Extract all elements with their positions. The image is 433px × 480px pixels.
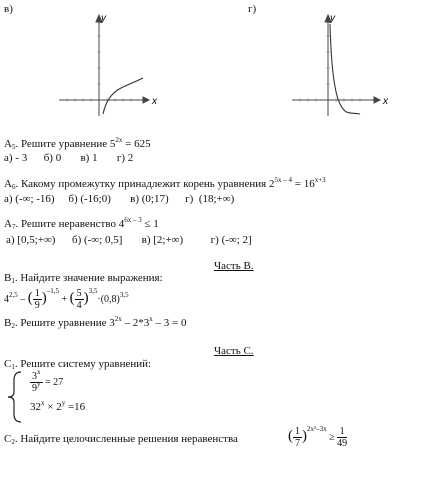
x-axis-arrow (143, 97, 149, 103)
part-b-title: Часть В. (214, 260, 254, 272)
c2-inequality: ( $\frac{1}{7}$ )$^{2x^2-3x}$ ≥ $\frac{1}{49}$ (288, 424, 348, 449)
task-b2: $В_2$. Решите уравнение $3^{2x} - 2*3^x - 3 = 0$ (4, 315, 187, 330)
y-axis-label: y (330, 13, 335, 24)
x-axis-arrow (374, 97, 380, 103)
task-a6-answers: а) (-∞; -16) б) (-16;0) в) (0;17) г) (18;+∞) (4, 193, 235, 205)
b1-expression: 4$^{2,5}$ – ( $\frac{1}{9}$ )$^{-1,5}$ + ( $\frac{5}{4}$ )$^{3,5}\cdot(0,8)^{3,5}$ (4, 286, 129, 311)
log-curve (103, 78, 143, 114)
x-axis-label: x (383, 96, 388, 107)
task-a5: $А_5$. Решите уравнение $5^{2x} = 625$ (4, 136, 151, 151)
system-eq1: $\frac{3^x}{9^y}$ = 27 (32, 368, 64, 394)
graph-g-label: г) (248, 3, 257, 15)
system-brace (6, 370, 24, 424)
task-a5-answers: а) - 3 б) 0 в) 1 г) 2 (4, 152, 134, 164)
task-c2: $С_2$. Найдите целочисленные решения неравенства (4, 433, 238, 446)
task-c1: $С_1$. Решите систему уравнений: (4, 358, 152, 371)
graph-v-label: в) (4, 3, 13, 15)
task-a7: $А_7$. Решите неравенство $4^{6x - 3} \le 1$ (4, 216, 159, 231)
y-axis-label: y (101, 13, 106, 24)
system-eq2: $32^x \times 2^y =16$ (30, 399, 86, 413)
graph-g (288, 12, 398, 120)
task-a6: $А_6$. Какому промежутку принадлежит корень уравнения $2^{5x - 4} = 16^{x+3}$ (4, 176, 326, 191)
part-c-title: Часть С. (214, 345, 254, 357)
x-axis-label: x (152, 96, 157, 107)
task-a7-answers: а) [0,5;+∞) б) (-∞; 0,5] в) [2;+∞) г) (-∞; 2] (6, 234, 252, 246)
task-b1: $В_1$. Найдите значение выражения: (4, 272, 163, 285)
graph-v (55, 12, 165, 120)
